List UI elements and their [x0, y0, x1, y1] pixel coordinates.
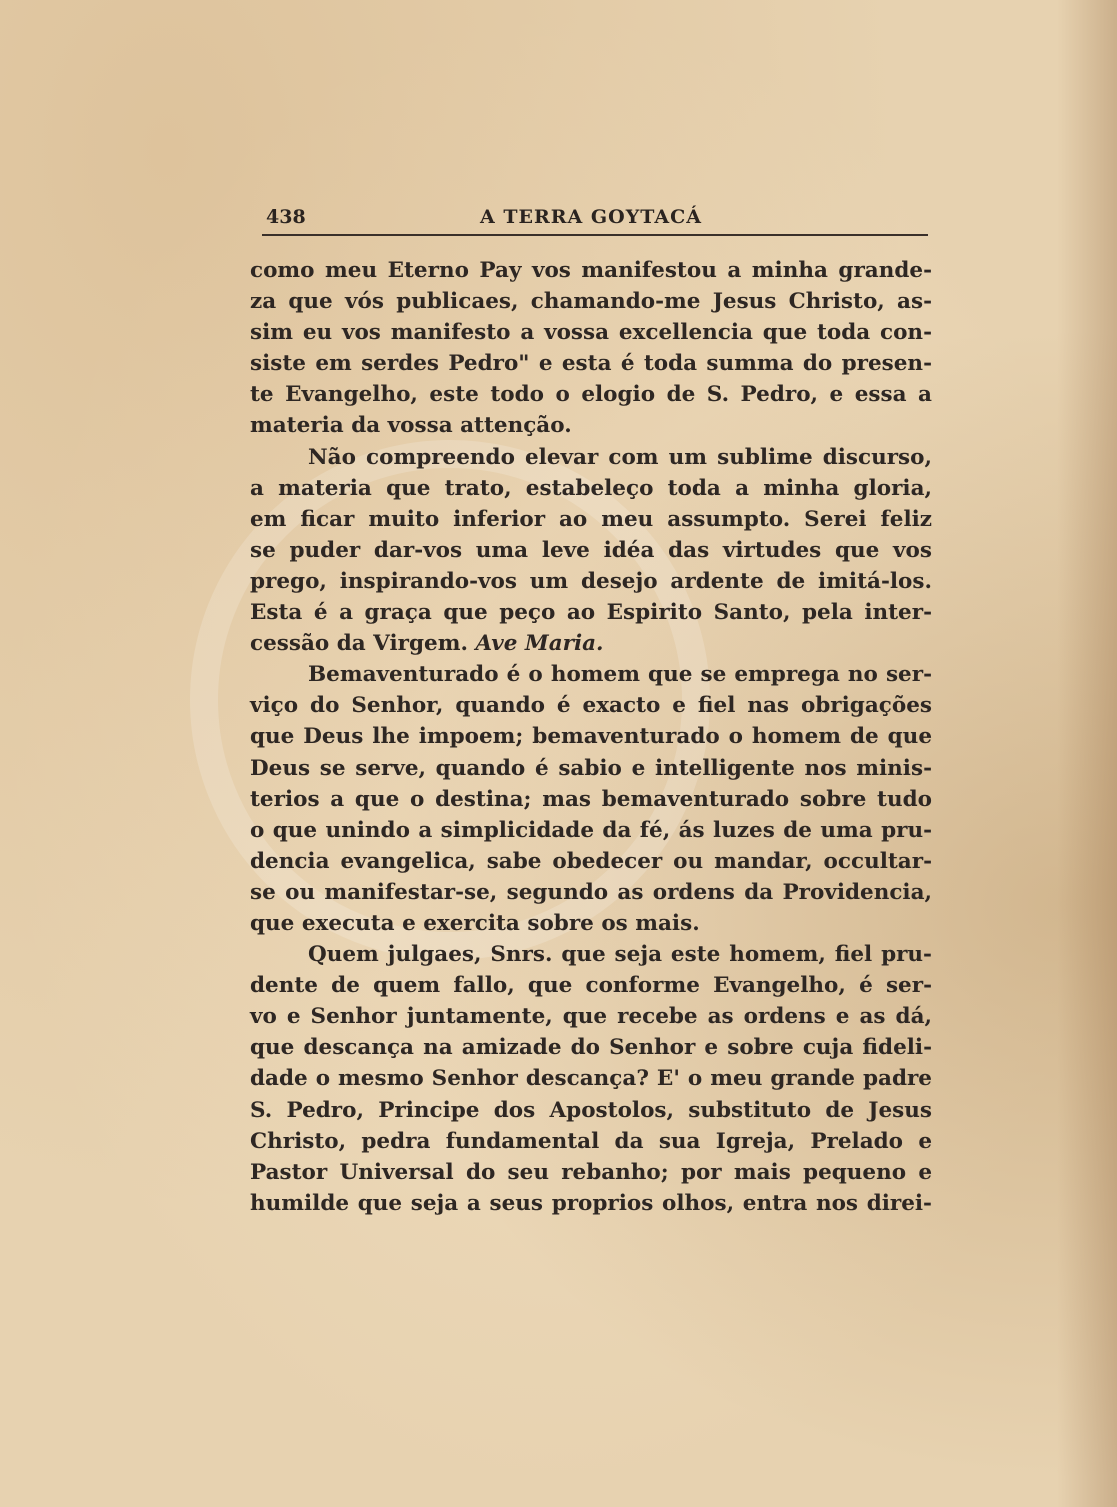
text-line: viço do Senhor, quando é exacto e fiel nas obrigações [250, 693, 932, 719]
text-line: vo e Senhor juntamente, que recebe as ordens e as dá, [250, 1004, 932, 1030]
text-line: a materia que trato, estabeleço toda a minha gloria, [250, 475, 932, 501]
italic-text: Ave Maria. [475, 631, 604, 657]
text-line: Esta é a graça que peço ao Espirito Santo, pela inter- [250, 600, 932, 626]
text-segment: cessão da Virgem. [250, 631, 468, 657]
text-line: Deus se serve, quando é sabio e intelligente nos minis- [250, 755, 932, 781]
text-line: prego, inspirando-vos um desejo ardente de imitá-los. [250, 568, 932, 594]
text-line-with-italic [250, 628, 932, 659]
text-line: se ou manifestar-se, segundo as ordens da Providencia, [250, 879, 932, 905]
text-line: humilde que seja a seus proprios olhos, entra nos direi- [250, 1190, 932, 1216]
text-line: sim eu vos manifesto a vossa excellencia que toda con- [250, 320, 932, 346]
text-line: o que unindo a simplicidade da fé, ás luzes de uma pru- [250, 817, 932, 843]
text-line: Bemaventurado é o homem que se emprega no ser- [308, 662, 932, 688]
text-line: terios a que o destina; mas bemaventurado sobre tudo [250, 786, 932, 812]
text-line: Christo, pedra fundamental da sua Igreja, Prelado e [250, 1128, 932, 1154]
text-line: como meu Eterno Pay vos manifestou a minha grande- [250, 258, 932, 283]
text-line: dente de quem fallo, que conforme Evangelho, é ser- [250, 973, 932, 999]
text-line: materia da vossa attenção. [250, 413, 572, 439]
text-line: que executa e exercita sobre os mais. [250, 910, 700, 936]
text-line: siste em serdes Pedro" e esta é toda summa do presen- [250, 351, 932, 377]
text-line: que Deus lhe impoem; bemaventurado o homem de que [250, 724, 932, 750]
text-line: se puder dar-vos uma leve idéa das virtudes que vos [250, 537, 932, 563]
text-line: Quem julgaes, Snrs. que seja este homem, fiel pru- [308, 942, 932, 968]
text-line: S. Pedro, Principe dos Apostolos, substituto de Jesus [250, 1097, 932, 1123]
text-line: Pastor Universal do seu rebanho; por mais pequeno e [250, 1159, 932, 1185]
text-line: za que vós publicaes, chamando-me Jesus Christo, as- [250, 289, 932, 315]
page-edge-shadow [1057, 0, 1117, 1507]
text-line: Não compreendo elevar com um sublime discurso, [308, 444, 932, 470]
text-line: em ficar muito inferior ao meu assumpto. Serei feliz [250, 506, 932, 532]
text-line: dade o mesmo Senhor descança? E' o meu grande padre [250, 1066, 932, 1092]
text-line: dencia evangelica, sabe obedecer ou mandar, occultar- [250, 848, 932, 874]
text-line: te Evangelho, este todo o elogio de S. Pedro, e essa a [250, 382, 932, 408]
page-header [262, 204, 928, 236]
page-number: 438 [266, 206, 306, 228]
running-title: A TERRA GOYTACÁ [480, 206, 702, 228]
text-line: que descança na amizade do Senhor e sobre cuja fideli- [250, 1035, 932, 1061]
body-text [250, 255, 932, 1219]
